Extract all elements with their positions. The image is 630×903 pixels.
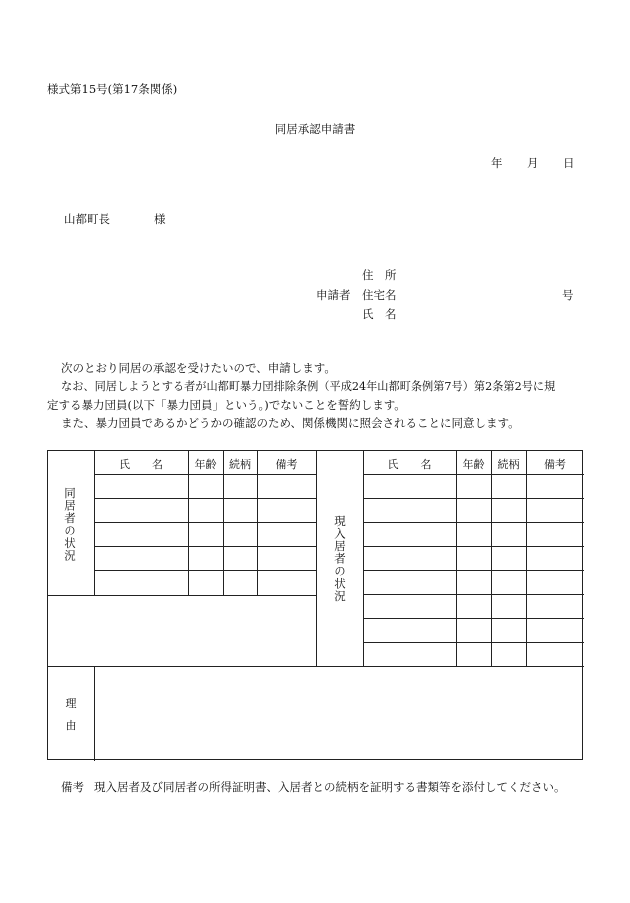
body-line-3: 定する暴力団員(以下「暴力団員」という。)でないことを誓約します。 (47, 398, 406, 412)
divider (363, 451, 364, 666)
column-header-age: 年齢 (194, 458, 217, 471)
date-year[interactable]: 年 (491, 156, 503, 170)
divider (94, 498, 316, 499)
divider (48, 595, 316, 596)
divider (526, 451, 527, 666)
applicant-name-label: 氏 名 (362, 307, 397, 321)
divider (94, 666, 95, 761)
column-header-name: 氏 名 (387, 458, 432, 471)
divider (363, 498, 584, 499)
divider (363, 522, 584, 523)
divider (363, 474, 584, 475)
divider (491, 451, 492, 666)
column-header-relation: 続柄 (229, 458, 251, 471)
applicant-label: 申請者 (316, 288, 351, 302)
body-line-2: なお、同居しようとする者が山都町暴力団排除条例（平成24年山都町条例第7号）第2条第2号に規 (61, 380, 556, 393)
divider (94, 570, 316, 571)
divider (456, 451, 457, 666)
date-month[interactable]: 月 (527, 156, 539, 170)
body-line-4: また、暴力団員であるかどうかの確認のため、関係機関に照会されることに同意します。 (61, 416, 520, 430)
divider (188, 451, 189, 595)
column-header-relation: 続柄 (497, 458, 520, 471)
divider (94, 451, 95, 595)
column-header-age: 年齢 (462, 458, 485, 471)
document-title: 同居承認申請書 (274, 122, 356, 136)
divider (223, 451, 224, 595)
note-text: 現入居者及び同居者の所得証明書、入居者との続柄を証明する書類等を添付してください。 (94, 780, 566, 794)
divider (363, 642, 584, 643)
column-header-remarks: 備考 (544, 458, 566, 471)
note-label: 備考 (61, 780, 84, 794)
date-day[interactable]: 日 (563, 156, 575, 170)
divider (363, 594, 584, 595)
addressee-name: 山都町長 (64, 212, 110, 226)
divider (257, 451, 258, 595)
divider (363, 546, 584, 547)
divider (316, 451, 317, 666)
divider (363, 618, 584, 619)
applicant-address-label: 住 所 (362, 268, 397, 282)
column-header-remarks: 備考 (275, 458, 298, 471)
form-number: 様式第15号(第17条関係) (47, 82, 178, 96)
status-table (47, 450, 583, 760)
divider (363, 570, 584, 571)
addressee-honorific: 様 (154, 212, 166, 226)
reason-label-2: 由 (65, 719, 77, 732)
body-line-1: 次のとおり同居の承認を受けたいので、申請します。 (61, 361, 336, 375)
cohabitant-status-label: 同居者の状況 (63, 487, 77, 562)
divider (94, 522, 316, 523)
divider (48, 666, 584, 667)
applicant-housing-label: 住宅名 (362, 288, 397, 302)
divider (94, 546, 316, 547)
applicant-number-suffix: 号 (562, 288, 574, 302)
column-header-name: 氏 名 (119, 458, 163, 471)
reason-label-1: 理 (65, 697, 77, 710)
resident-status-label: 現入居者の状況 (333, 515, 347, 603)
divider (94, 474, 316, 475)
